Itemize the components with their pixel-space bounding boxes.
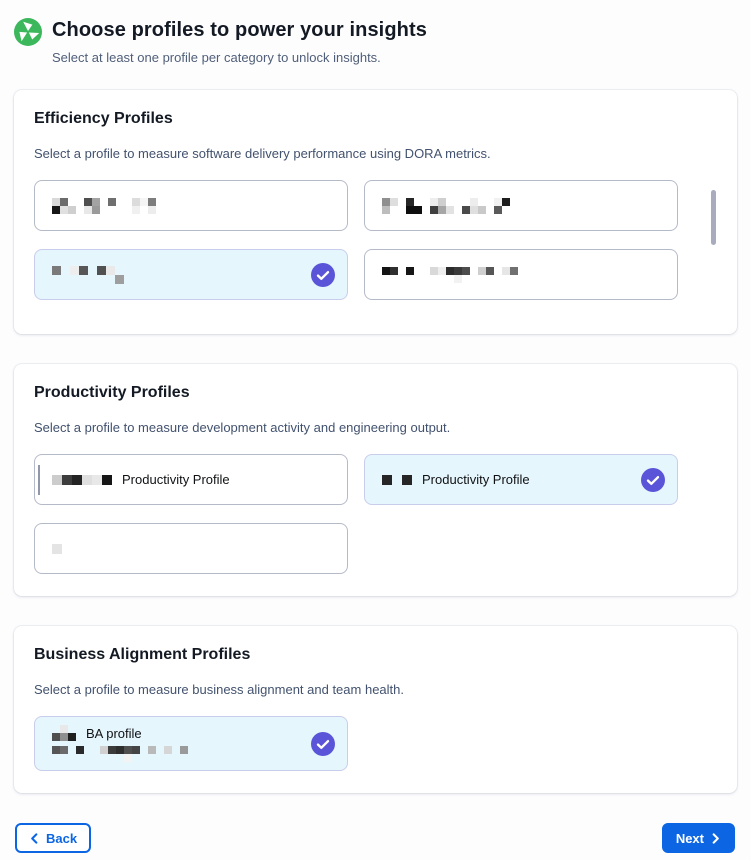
section-title-productivity: Productivity Profiles [34, 384, 190, 401]
header-text [52, 16, 427, 66]
redacted-text [382, 267, 518, 283]
redacted-text [382, 475, 412, 485]
efficiency-profile-1-card[interactable] [34, 180, 348, 231]
redacted-text [52, 725, 76, 741]
selected-check-icon [311, 732, 335, 756]
page-title: Choose profiles to power your insights [52, 19, 427, 41]
section-description-efficiency: Select a profile to measure software delivery performance using DORA metrics. [34, 146, 491, 161]
redacted-text [52, 198, 156, 214]
selected-check-icon [641, 468, 665, 492]
section-title-business-alignment: Business Alignment Profiles [34, 646, 251, 663]
sections-container [0, 90, 751, 793]
chevron-right-icon [710, 833, 721, 844]
redacted-text [52, 544, 62, 554]
profiles-grid [34, 180, 717, 300]
section-business-alignment [14, 626, 737, 793]
section-description-business-alignment: Select a profile to measure business alignment and team health. [34, 682, 404, 697]
redacted-text [382, 198, 510, 214]
profiles-grid [34, 716, 717, 771]
page-subtitle: Select at least one profile per category to unlock insights. [52, 50, 381, 65]
section-description-productivity: Select a profile to measure development activity and engineering output. [34, 420, 451, 435]
next-button-label: Next [675, 830, 704, 846]
back-button[interactable] [15, 823, 91, 853]
text-caret [38, 465, 40, 495]
next-button[interactable] [662, 823, 735, 853]
wizard-footer [15, 823, 735, 853]
profile-label: Productivity Profile [122, 472, 230, 487]
section-productivity [14, 364, 737, 596]
redacted-subtext [52, 746, 188, 762]
chevron-left-icon [29, 833, 40, 844]
profiles-grid [34, 454, 717, 574]
productivity-profile-1-card[interactable] [34, 454, 348, 505]
profile-label: Productivity Profile [422, 472, 530, 487]
selected-check-icon [311, 263, 335, 287]
section-efficiency [14, 90, 737, 334]
back-button-label: Back [46, 830, 78, 846]
efficiency-profile-4-card[interactable] [364, 249, 678, 300]
redacted-text [52, 475, 112, 485]
productivity-profile-2-card[interactable] [364, 454, 678, 505]
profile-label: BA profile [86, 725, 142, 741]
efficiency-profile-2-card[interactable] [364, 180, 678, 231]
app-logo-icon [14, 18, 42, 46]
scrollbar-thumb[interactable] [711, 190, 716, 245]
ba-profile-1-card[interactable] [34, 716, 348, 771]
section-title-efficiency: Efficiency Profiles [34, 110, 173, 127]
productivity-profile-3-card[interactable] [34, 523, 348, 574]
efficiency-profile-3-card[interactable] [34, 249, 348, 300]
redacted-text [52, 266, 124, 284]
page-header [0, 0, 751, 66]
